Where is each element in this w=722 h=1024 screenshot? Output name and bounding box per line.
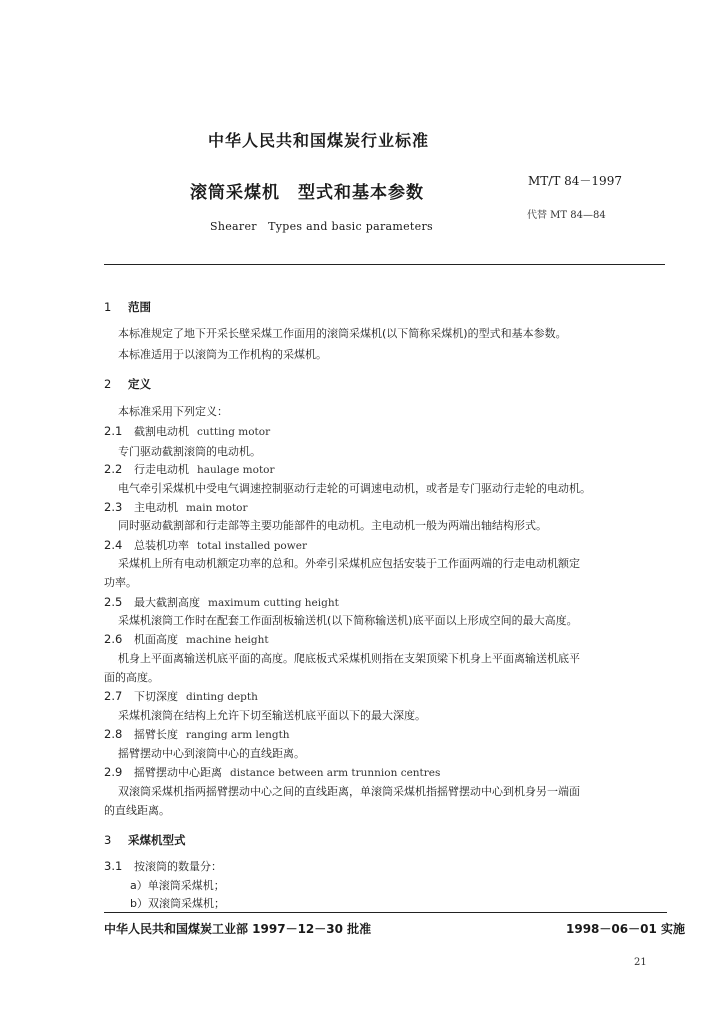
- term-definition: 摇臂摆动中心到滚筒中心的直线距离。: [118, 747, 305, 760]
- term-definition: 采煤机滚筒在结构上允许下切至输送机底平面以下的最大深度。: [118, 709, 426, 722]
- term-definition: 功率。: [104, 576, 137, 589]
- section-number: 3: [104, 833, 112, 847]
- term-number: 2.7: [104, 689, 123, 703]
- term-cn: 摇臂长度: [134, 728, 178, 741]
- term-heading: [104, 461, 275, 477]
- term-heading: [104, 499, 248, 515]
- term-definition: 双滚筒采煤机指两摇臂摆动中心之间的直线距离，单滚筒采煤机指摇臂摆动中心到机身另一端面: [118, 785, 580, 798]
- section-title: 采煤机型式: [128, 833, 186, 847]
- term-heading: [104, 764, 440, 780]
- replaces-note: 代替 MT 84—84: [527, 210, 606, 221]
- term-number: 2.6: [104, 632, 123, 646]
- term-heading: [104, 423, 270, 439]
- term-en: maximum cutting height: [208, 597, 339, 609]
- term-definition: 电气牵引采煤机中受电气调速控制驱动行走轮的可调速电动机，或者是专门驱动行走轮的电动机。: [118, 482, 591, 495]
- term-definition: 专门驱动截割滚筒的电动机。: [118, 445, 261, 458]
- term-cn: 总装机功率: [134, 539, 189, 552]
- term-cn: 机面高度: [134, 633, 178, 646]
- list-item: b）双滚筒采煤机；: [130, 897, 225, 910]
- footer-rule: [104, 912, 667, 913]
- term-en: main motor: [186, 502, 248, 514]
- term-heading: [104, 726, 290, 742]
- org-title: 中华人民共和国煤炭行业标准: [208, 131, 430, 150]
- term-en: dinting depth: [186, 691, 258, 703]
- term-number: 2.5: [104, 595, 123, 609]
- term-definition: 机身上平面离输送机底平面的高度。爬底板式采煤机则指在支架顶梁下机身上平面离输送机底平: [118, 652, 580, 665]
- paragraph: 本标准规定了地下开采长壁采煤工作面用的滚筒采煤机(以下简称采煤机)的型式和基本参数。: [118, 327, 567, 340]
- section-heading-definitions: [104, 376, 151, 392]
- header-rule: [104, 264, 665, 265]
- subsection-text: 按滚筒的数量分：: [134, 860, 222, 873]
- term-definition: 采煤机滚筒工作时在配套工作面刮板输送机(以下简称输送机)底平面以上形成空间的最大高度。: [118, 614, 578, 627]
- term-number: 2.1: [104, 424, 123, 438]
- list-item: a）单滚筒采煤机；: [130, 879, 225, 892]
- document-title: 滚筒采煤机 型式和基本参数: [190, 183, 424, 203]
- section-title: 范围: [128, 300, 151, 314]
- term-number: 2.9: [104, 765, 123, 779]
- approval-statement: 中华人民共和国煤炭工业部 1997－12－30 批准: [104, 922, 372, 936]
- term-heading: [104, 631, 269, 647]
- effective-date: 1998－06－01 实施: [566, 922, 685, 936]
- term-cn: 截割电动机: [134, 425, 189, 438]
- term-en: haulage motor: [197, 464, 275, 476]
- term-cn: 最大截割高度: [134, 596, 200, 609]
- term-number: 2.3: [104, 500, 123, 514]
- section-heading-scope: [104, 299, 151, 315]
- term-en: machine height: [186, 634, 269, 646]
- section-number: 2: [104, 377, 112, 391]
- paragraph: 本标准适用于以滚筒为工作机构的采煤机。: [118, 348, 327, 361]
- term-definition: 的直线距离。: [104, 804, 170, 817]
- term-number: 2.4: [104, 538, 123, 552]
- document-title-english: Shearer Types and basic parameters: [210, 220, 433, 233]
- section-heading-types: [104, 832, 186, 848]
- section-title: 定义: [128, 377, 151, 391]
- term-number: 2.2: [104, 462, 123, 476]
- term-definition: 面的高度。: [104, 671, 159, 684]
- term-definition: 同时驱动截割部和行走部等主要功能部件的电动机。主电动机一般为两端出轴结构形式。: [118, 519, 547, 532]
- standard-code: MT/T 84－1997: [528, 174, 622, 188]
- term-cn: 摇臂摆动中心距离: [134, 766, 222, 779]
- subsection-number: 3.1: [104, 859, 123, 873]
- term-en: ranging arm length: [186, 729, 290, 741]
- term-heading: [104, 537, 307, 553]
- term-en: total installed power: [197, 540, 307, 552]
- section-number: 1: [104, 300, 112, 314]
- paragraph: 本标准采用下列定义：: [118, 405, 228, 418]
- term-en: cutting motor: [197, 426, 271, 438]
- term-cn: 下切深度: [134, 690, 178, 703]
- term-heading: [104, 688, 258, 704]
- term-cn: 主电动机: [134, 501, 178, 514]
- term-heading: [104, 594, 339, 610]
- term-definition: 采煤机上所有电动机额定功率的总和。外牵引采煤机应包括安装于工作面两端的行走电动机额定: [118, 557, 580, 570]
- term-number: 2.8: [104, 727, 123, 741]
- term-en: distance between arm trunnion centres: [230, 767, 441, 779]
- page-number: 21: [634, 957, 647, 968]
- subsection-heading: [104, 858, 222, 874]
- term-cn: 行走电动机: [134, 463, 189, 476]
